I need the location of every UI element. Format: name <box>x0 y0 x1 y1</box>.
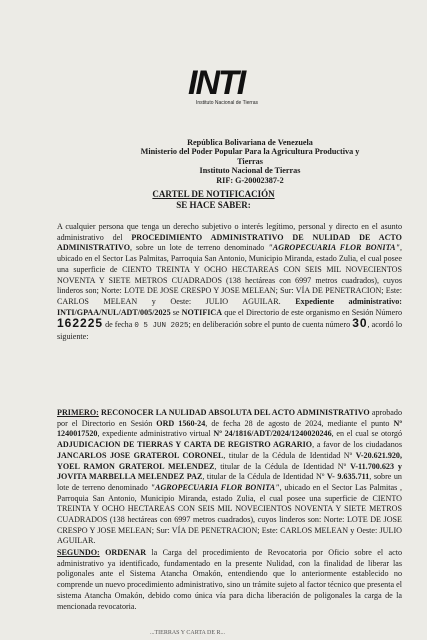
paragraph-segundo <box>57 548 402 612</box>
p1-text-5: que el Directorio de este organismo en Sesión Número <box>222 307 402 317</box>
p2-bold-6: JANCARLOS JOSE GRATEROL CORONEL <box>57 450 224 460</box>
p1-text-8: , acordó lo siguiente: <box>57 320 402 342</box>
header-line-1: República Bolivariana de Venezuela <box>187 138 313 147</box>
footer-cut-text: ...TIERRAS Y CARTA DE R... <box>150 630 226 636</box>
p2-text-5: , a favor de los ciudadanos <box>312 440 402 450</box>
p1-text-4: se <box>170 307 182 317</box>
session-number: 162225 <box>57 316 104 331</box>
p2-bold-2: ORD 1560-24 <box>156 418 206 428</box>
paragraph-intro <box>57 222 402 343</box>
p2-bold-3: Nº 1240017520 <box>57 418 402 439</box>
p3-bold-1: ORDENAR <box>99 548 147 557</box>
notice-subtitle: SE HACE SABER: <box>176 200 251 210</box>
institution-header <box>130 138 370 185</box>
header-line-3: Instituto Nacional de Tierras <box>199 166 301 176</box>
p2-bold-1: RECONOCER LA NULIDAD ABSOLUTA DEL ACTO ADMINISTRATIVO <box>98 408 370 417</box>
logo-subtitle: Instituto Nacional de Tierras <box>196 100 258 106</box>
p2-bold-9: V- 9.635.711 <box>326 472 370 482</box>
p1-procedure: PROCEDIMIENTO ADMINISTRATIVO DE NULIDAD DE ACTO ADMINISTRATIVO <box>57 232 402 253</box>
p2-text-6: , titular de la Cédula de Identidad Nº <box>223 450 356 460</box>
p2-text-4: , en el cual se otorgó <box>331 429 403 439</box>
date-stamp: 0 5 JUN 2025 <box>134 322 189 331</box>
p2-text-9: , sobre un lote de terreno denominado <box>57 472 402 492</box>
point-number: 30 <box>352 316 368 331</box>
header-line-4: RIF: G-20002387-2 <box>216 175 284 185</box>
p2-bold-4: Nº 24/1816/ADT/2024/1240020246 <box>213 429 332 439</box>
p2-bold-7: V-20.621.920, YOEL RAMON GRATEROL MELENDEZ <box>57 450 402 471</box>
header-line-2: Ministerio del Poder Popular Para la Agricultura Productiva y Tierras <box>140 147 360 166</box>
p3-label: SEGUNDO: <box>57 548 100 557</box>
p3-text-1: la Carga del procedimiento de Revocatoria por Oficio sobre el acto administrativo ya identificado, fundamentado en la presente Nulidad, con la finalidad de liberar las poligonales ante el Sistema Atancha Omakón, entendiendo que lo anteriormente establecido no comprende un nuevo procedimiento administrativo, sino un trámite sujeto al factor técnico que presenta el sistema Atancha Omakón, debido como única vía para dicha liberación de poligonales la carga de la mencionada revocatoria. <box>57 548 402 611</box>
p2-farm-name: "AGROPECUARIA FLOR BONITA" <box>150 482 280 492</box>
logo-word: INTI <box>188 64 245 102</box>
p2-label: PRIMERO: <box>57 408 99 417</box>
p1-text-3: , ubicado en el Sector Las Palmitas, Parroquia San Antonio, Municipio Miranda, estado Zulia, el cual posee una superficie de CIENTO TREINTA Y OCHO HECTAREAS CON SEIS MIL NOVECIENTOS NOVENTA Y SIETE METROS CUADRADOS (138 hectáreas con 6997 metros cuadrados), cuyos linderos son; Norte: LOTE DE JOSE CRESPO Y JOSE MELEAN; Sur: VÍA DE PENETRACION; Este: CARLOS MELEAN y Oeste: JULIO AGUILAR. <box>57 243 402 306</box>
p1-text-6: de fecha <box>103 320 135 330</box>
p1-text-2: , sobre un lote de terreno denominado <box>130 243 269 253</box>
p1-notifica: NOTIFICA <box>181 307 223 317</box>
p2-text-10: , ubicado en el Sector Las Palmitas , Parroquia San Antonio, Municipio Miranda, estado Zulia, el cual posee una superficie de CIENTO TREINTA Y OCHO HECTAREAS CON SEIS MIL NOVECIENTOS NOVENTA Y SIETE METROS CUADRADOS (138 hectáreas con 6997 metros cuadrados), cuyos linderos son: Norte: LOTE DE JOSE CRESPO Y JOSE MELEAN; Sur: VÍA DE PENETRACION; Este: CARLOS MELEAN y Oeste: JULIO AGUILAR. <box>57 482 402 546</box>
paragraph-primero <box>57 408 402 547</box>
p2-text-1: aprobado por el Directorio en Sesión <box>57 408 402 428</box>
p2-text-7: , titular de la Cédula de Identidad Nº <box>214 461 351 471</box>
inti-logo <box>188 66 268 110</box>
p2-bold-8: V-11.700.623 y JOVITA MARBELLA MELENDEZ PAZ <box>57 461 402 482</box>
p1-farm-name: "AGROPECUARIA FLOR BONITA" <box>268 243 400 253</box>
p1-file-number: Expediente administrativo: INTI/GPAA/NUL/ADT/005/2025 <box>57 296 402 317</box>
p2-text-2: , de fecha 28 de agosto de 2024, mediante el punto <box>205 418 394 428</box>
p2-bold-5: ADJUDICACION DE TIERRAS Y CARTA DE REGISTRO AGRARIO <box>57 440 313 450</box>
p2-text-8: , titular de la Cédula de Identidad Nº <box>202 472 327 482</box>
p2-text-3: , expediente administrativo virtual <box>97 429 214 439</box>
p1-text-1: A cualquier persona que tenga un derecho subjetivo o interés legítimo, personal y directo en el asunto administrativo del <box>57 222 402 242</box>
notice-title: CARTEL DE NOTIFICACIÓN <box>152 189 275 199</box>
p1-text-7: ; en deliberación sobre el punto de cuenta número <box>188 320 353 330</box>
